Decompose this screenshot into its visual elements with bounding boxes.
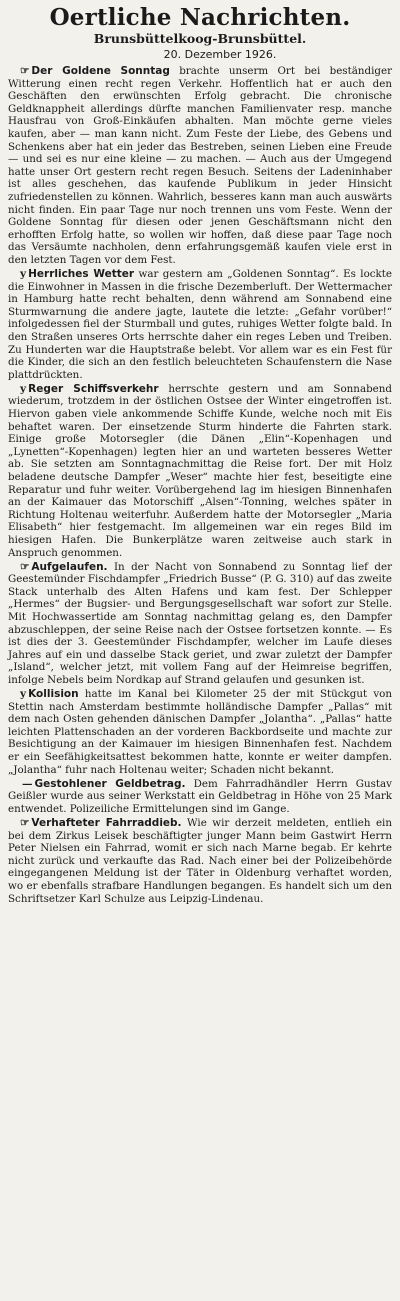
dash-mark: — xyxy=(22,777,33,790)
article-column xyxy=(8,65,392,905)
article-schiffsverkehr xyxy=(8,383,392,559)
article-aufgelaufen xyxy=(8,561,392,687)
article-heading: Verhafteter Fahrraddieb. xyxy=(31,817,182,830)
article-mark: y xyxy=(20,268,27,280)
article-heading: Der Goldene Sonntag xyxy=(31,65,170,77)
page-title: Oertliche Nachrichten. xyxy=(49,4,351,31)
article-geldbetrag xyxy=(8,778,392,816)
pointing-hand-icon: ☞ xyxy=(20,65,30,77)
article-text: Dem Fahrradhändler Herrn Gustav Geißler wurde aus seiner Werkstatt ein Geldbetrag in Höhe von 25 Mark entwendet. Polizeiliche Ermittelungen sind im Gange. xyxy=(8,777,392,815)
article-heading: Aufgelaufen. xyxy=(31,560,108,573)
masthead xyxy=(8,6,392,61)
pointing-hand-icon: ☞ xyxy=(20,560,30,573)
article-kollision xyxy=(8,688,392,776)
article-text: war gestern am „Goldenen Sonntag“. Es lockte die Einwohner in Massen in die frische Dezemberluft. Der Wettermacher in Hamburg hatte recht behalten, denn während am Sonnabend eine Sturmwarnung die andere jagte, lautete die letzte: „Gefahr vorüber!“ infolgedessen fiel der Sturmball und gutes, ruhiges Wetter folgte bald. In den Straßen unseres Orts herrschte daher ein reges Leben und Treiben. Zu Hunderten war die Hauptstraße belebt. Vor allem war es ein Fest für die Kinder, die sich an den festlich beleuchteten Schaufenstern die Nase plattdrückten. xyxy=(8,268,393,381)
article-text: hatte im Kanal bei Kilometer 25 der mit Stückgut von Stettin nach Amsterdam bestimmte holländische Dampfer „Pallas“ mit dem nach Osten gehenden dänischen Dampfer „Jolantha“. „Pallas“ hatte leichten Plattenschaden an der vorderen Backbordseite und machte zur Besichtigung an der Kaimauer im hiesigen Binnenhafen fest. Nachdem er ein Seefähigkeitsattest bekommen hatte, konnte er weiter dampfen. „Jolantha“ fuhr nach Holtenau weiter; Schaden nicht bekannt. xyxy=(8,688,393,776)
article-text: In der Nacht von Sonnabend zu Sonntag lief der Geestemünder Fischdampfer „Friedrich Busse“ (P. G. 310) auf das zweite Stack unterhalb des Alten Hafens und kam fest. Der Schlepper „Hermes“ der Bugsier- und Bergungsgesellschaft war sofort zur Stelle. Mit Hochwassertide am Sonntag nachmittag gelang es, den Dampfer abzuschleppen, der seine Reise nach der Ostsee fortsetzen konnte. — Es ist dies der 3. Geestemünder Fischdampfer, welcher im Laufe dieses Jahres auf ein und dasselbe Stack geriet, und zwar zuletzt der Dampfer „Island“, welcher jetzt, mit vollem Fang auf der Heimreise begriffen, infolge Nebels beim Nordkap auf Strand gelaufen und gesunken ist. xyxy=(8,560,392,686)
article-text: herrschte gestern und am Sonnabend wiederum, trotzdem in der östlichen Ostsee der Winter eingetroffen ist. Hiervon gaben viele ankommende Schiffe Kunde, welche noch mit Eis behaftet waren. Der einsetzende Sturm hinderte die Fahrten stark. Einige große Motorsegler (die Dänen „Elin“-Kopenhagen und „Lynetten“-Kopenhagen) legten hier an und warteten besseres Wetter ab. Sie setzten am Sonntagnachmittag die Reise fort. Der mit Holz beladene deutsche Dampfer „Weser“ machte hier fest, beseitigte eine Reparatur und fuhr weiter. Vorübergehend lag im hiesigen Binnenhafen an der Kaimauer das Motorschiff „Alsen“-Tonning, welches später in Richtung Holtenau weiterfuhr. Außerdem hatte der Motorsegler „Maria Elisabeth“ hier festgemacht. Im allgemeinen war ein reges Bild im hiesigen Hafen. Die Bunkerplätze waren zeitweise auch stark in Anspruch genommen. xyxy=(8,382,392,559)
article-text: Wie wir derzeit meldeten, entlieh ein bei dem Zirkus Leisek beschäftigter junger Mann beim Gastwirt Herrn Peter Nielsen ein Fahrrad, womit er sich nach Marne begab. Er kehrte nicht zurück und verkaufte das Rad. Nach einer bei der Polizeibehörde eingegangenen Meldung ist der Täter in Oldenburg verhaftet worden, wo er ebenfalls strafbare Handlungen begangen. Es handelt sich um den Schriftsetzer Karl Schulze aus Leipzig-Lindenau. xyxy=(8,817,392,905)
article-heading: Kollision xyxy=(28,688,79,701)
article-text: brachte unserm Ort bei beständiger Witterung einen recht regen Verkehr. Hoffentlich hat er auch den Geschäften den erwünschten Erfolg gebracht. Die chronische Geldknappheit allerdings dürfte manchen Familienvater resp. manche Hausfrau von Groß-Einkäufen abhalten. Man möchte gerne vieles kaufen, aber — man kann nicht. Zum Feste der Liebe, des Gebens und Schenkens aber hat ein jeder das Bestreben, seinen Lieben eine Freude — und sei es nur eine kleine — zu machen. — Auch aus der Umgegend hatte unser Ort gestern recht regen Besuch. Seitens der Ladeninhaber ist alles geschehen, das kaufende Publikum in jeder Hinsicht zufriedenstellen zu können. Wahrlich, besseres kann man auch auswärts nicht finden. Ein paar Tage nur noch trennen uns vom Feste. Wenn der Goldene Sonntag für diesen oder jenen Geschäftsmann nicht den erhofften Erfolg hatte, so wollen wir hoffen, daß diese paar Tage noch das Versäumte nachholen, denn erfahrungsgemäß kaufen viele erst in den letzten Tagen vor dem Fest. xyxy=(8,65,392,266)
page-subtitle: Brunsbüttelkoog-Brunsbüttel. xyxy=(93,31,307,46)
article-fahrraddieb xyxy=(8,817,392,905)
page-date: 20. Dezember 1926. xyxy=(163,48,277,61)
article-heading: Herrliches Wetter xyxy=(28,268,135,280)
article-herrliches-wetter xyxy=(8,268,392,381)
article-heading: Gestohlener Geldbetrag. xyxy=(34,777,186,790)
article-mark: y xyxy=(20,688,27,701)
article-heading: Reger Schiffsverkehr xyxy=(28,382,159,395)
article-mark: y xyxy=(20,382,27,395)
pointing-hand-icon: ☞ xyxy=(20,817,30,830)
article-goldener-sonntag xyxy=(8,65,392,267)
